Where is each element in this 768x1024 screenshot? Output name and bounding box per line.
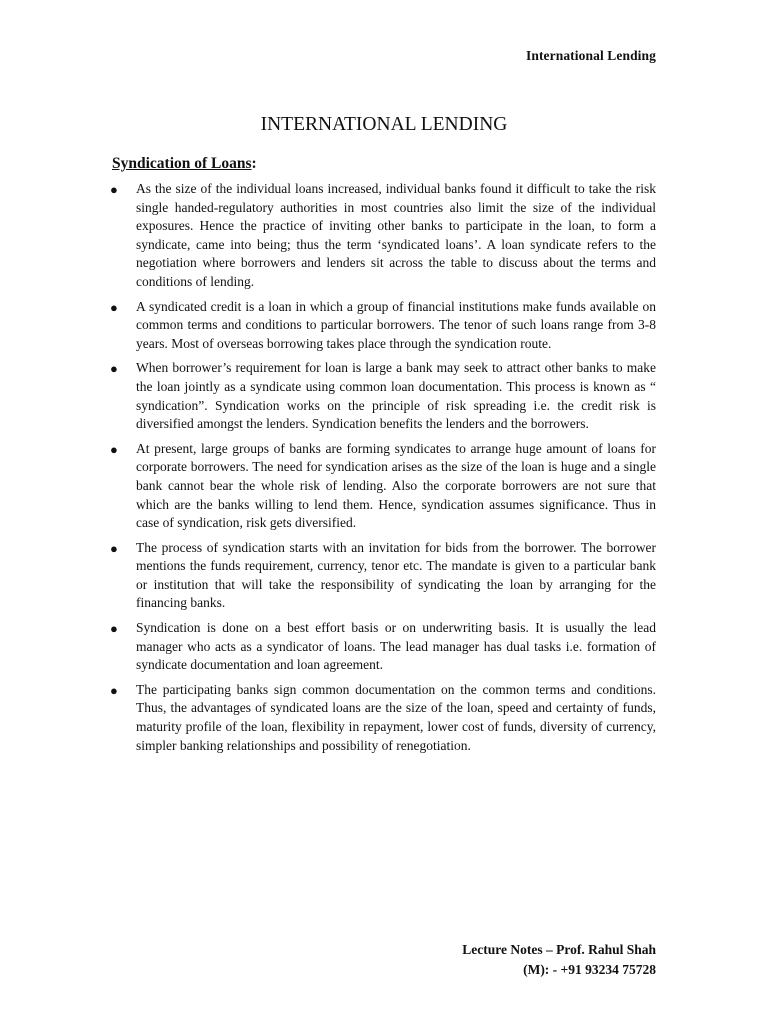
- footer-phone: (M): - +91 93234 75728: [523, 962, 656, 977]
- bullet-text: When borrower’s requirement for loan is large a bank may seek to attract other banks to make the loan jointly as a syndicate using common loan documentation. This process is known as “ syndication”. Syndication works on the principle of risk spreading i.e. the credit risk is diversified amongst the lenders. Syndication benefits the lenders and the borrowers.: [136, 360, 656, 432]
- bullet-item: [110, 440, 656, 533]
- bullet-dot-icon: ●: [110, 441, 118, 457]
- bullet-text: The participating banks sign common documentation on the common terms and conditions. Thus, the advantages of syndicated loans are the size of the loan, speed and certainty of funds, maturity profile of the loan, flexibility in repayment, lower cost of funds, diversity of currency, simpler banking relationships and possibility of renegotiation.: [136, 681, 656, 753]
- bullet-list: [110, 180, 656, 761]
- bullet-item: [110, 539, 656, 613]
- bullet-dot-icon: ●: [110, 621, 118, 637]
- page-footer: [462, 940, 656, 980]
- bullet-text: A syndicated credit is a loan in which a group of financial institutions make funds available on common terms and conditions to particular borrowers. The tenor of such loans range from 3-8 years. Most of overseas borrowing takes place through the syndication route.: [136, 298, 656, 351]
- bullet-dot-icon: ●: [110, 361, 118, 377]
- running-header: International Lending: [525, 48, 656, 63]
- section-heading-colon: :: [251, 155, 257, 172]
- bullet-item: [110, 681, 656, 755]
- bullet-dot-icon: ●: [110, 182, 118, 197]
- bullet-text: Syndication is done on a best effort basis or on underwriting basis. It is usually the lead manager who acts as a syndicator of loans. The lead manager has dual tasks i.e. formation of syndicate documentation and loan agreement.: [136, 620, 656, 673]
- section-heading-text: Syndication of Loans: [112, 155, 252, 172]
- bullet-item: [110, 619, 656, 675]
- bullet-item: [110, 359, 656, 433]
- bullet-dot-icon: ●: [110, 540, 118, 556]
- footer-author: Lecture Notes – Prof. Rahul Shah: [462, 942, 656, 957]
- bullet-text: The process of syndication starts with an invitation for bids from the borrower. The borrower mentions the funds requirement, currency, tenor etc. The mandate is given to a particular bank or institution that will take the responsibility of syndicating the loan by arranging for the financing banks.: [136, 539, 656, 611]
- document-title: INTERNATIONAL LENDING: [260, 114, 508, 135]
- bullet-dot-icon: ●: [110, 299, 118, 315]
- bullet-text: At present, large groups of banks are forming syndicates to arrange huge amount of loans for corporate borrowers. The need for syndication arises as the size of the loan is huge and a single bank cannot bear the whole risk of lending. Also the corporate borrowers are not sure that which are the banks willing to lend them. Hence, syndication assumes significance. Thus in case of syndication, risk gets diversified.: [136, 440, 656, 531]
- section-heading: [112, 155, 257, 173]
- bullet-text: As the size of the individual loans increased, individual banks found it difficult to take the risk single handed-regulatory authorities in most countries also limit the size of the individual exposures. Hence the practice of inviting other banks to participate in the loan, to form a syndicate, came into being; thus the term ‘syndicated loans’. A loan syndicate refers to the negotiation where borrowers and lenders sit across the table to discuss about the terms and conditions of lending.: [136, 181, 656, 289]
- bullet-item: [110, 180, 656, 292]
- bullet-dot-icon: ●: [110, 682, 118, 698]
- bullet-item: [110, 298, 656, 354]
